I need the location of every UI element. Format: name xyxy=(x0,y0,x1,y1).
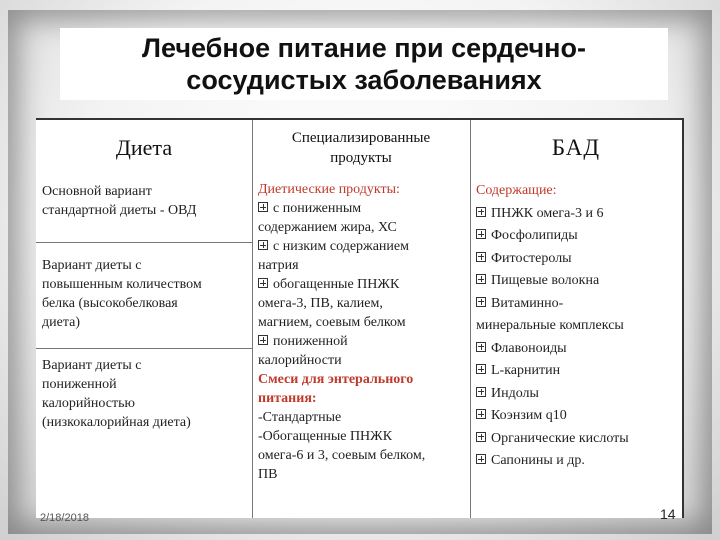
diet-cell-2 xyxy=(42,256,247,332)
diet-2-line: белка (высокобелковая xyxy=(42,296,178,311)
diet-cell-3 xyxy=(42,356,247,432)
column-divider-1 xyxy=(252,120,253,518)
product-item-cont: содержанием жира, ХС xyxy=(258,220,397,235)
product-item: пониженной xyxy=(258,332,478,351)
product-item: с пониженным xyxy=(258,199,478,218)
dietary-products-heading: Диетические продукты: xyxy=(258,182,400,197)
supplement-item-cont: минеральные комплексы xyxy=(476,318,624,333)
diet-3-line: (низкокалорийная диета) xyxy=(42,415,191,430)
diet-3-line: Вариант диеты с xyxy=(42,358,142,373)
page-title-line2: сосудистых заболеваниях xyxy=(186,65,542,95)
row-divider-1 xyxy=(36,242,252,243)
enteral-item: ПВ xyxy=(258,467,278,482)
product-item: обогащенные ПНЖК xyxy=(258,275,478,294)
diet-2-line: диета) xyxy=(42,315,80,330)
supplements-cell xyxy=(476,180,696,473)
supplement-item: Витаминно- xyxy=(476,293,696,316)
product-item-cont: магнием, соевым белком xyxy=(258,315,406,330)
supplement-item: Органические кислоты xyxy=(476,428,696,451)
product-item-cont: натрия xyxy=(258,258,299,273)
supplement-item: ПНЖК омега-3 и 6 xyxy=(476,203,696,226)
supplement-item: Коэнзим q10 xyxy=(476,405,696,428)
header-diet: Диета xyxy=(115,135,173,160)
product-item-cont: калорийности xyxy=(258,353,342,368)
supplement-item: Фосфолипиды xyxy=(476,225,696,248)
header-products-line1: Специализированные xyxy=(291,130,431,146)
diet-1-line: стандартной диеты - ОВД xyxy=(42,203,197,218)
enteral-heading: питания: xyxy=(258,391,317,406)
row-divider-2 xyxy=(36,348,252,349)
enteral-item: -Стандартные xyxy=(258,410,342,425)
header-products xyxy=(252,120,470,176)
enteral-heading: Смеси для энтерального xyxy=(258,372,414,387)
diet-table xyxy=(36,118,684,518)
supplement-item: L-карнитин xyxy=(476,360,696,383)
supplement-item: Индолы xyxy=(476,383,696,406)
product-item: с низким содержанием xyxy=(258,237,478,256)
supplement-item: Сапонины и др. xyxy=(476,450,696,473)
page-number: 14 xyxy=(660,506,676,522)
page-title-line1: Лечебное питание при сердечно- xyxy=(142,33,586,63)
supplement-item: Фитостеролы xyxy=(476,248,696,271)
products-cell xyxy=(258,180,478,484)
title-box xyxy=(60,28,668,100)
supplement-item: Флавоноиды xyxy=(476,338,696,361)
enteral-item: омега-6 и 3, соевым белком, xyxy=(258,448,426,463)
diet-1-line: Основной вариант xyxy=(42,184,152,199)
slide-date: 2/18/2018 xyxy=(40,512,89,524)
diet-cell-1 xyxy=(42,182,247,220)
enteral-item: -Обогащенные ПНЖК xyxy=(258,429,393,444)
diet-3-line: калорийностью xyxy=(42,396,135,411)
header-products-line2: продукты xyxy=(330,150,392,166)
product-item-cont: омега-3, ПВ, калием, xyxy=(258,296,383,311)
diet-3-line: пониженной xyxy=(42,377,117,392)
diet-2-line: Вариант диеты с xyxy=(42,258,142,273)
supplement-item: Пищевые волокна xyxy=(476,270,696,293)
header-supplements: БАД xyxy=(551,135,601,160)
diet-2-line: повышенным количеством xyxy=(42,277,202,292)
supplements-heading: Содержащие: xyxy=(476,183,557,198)
